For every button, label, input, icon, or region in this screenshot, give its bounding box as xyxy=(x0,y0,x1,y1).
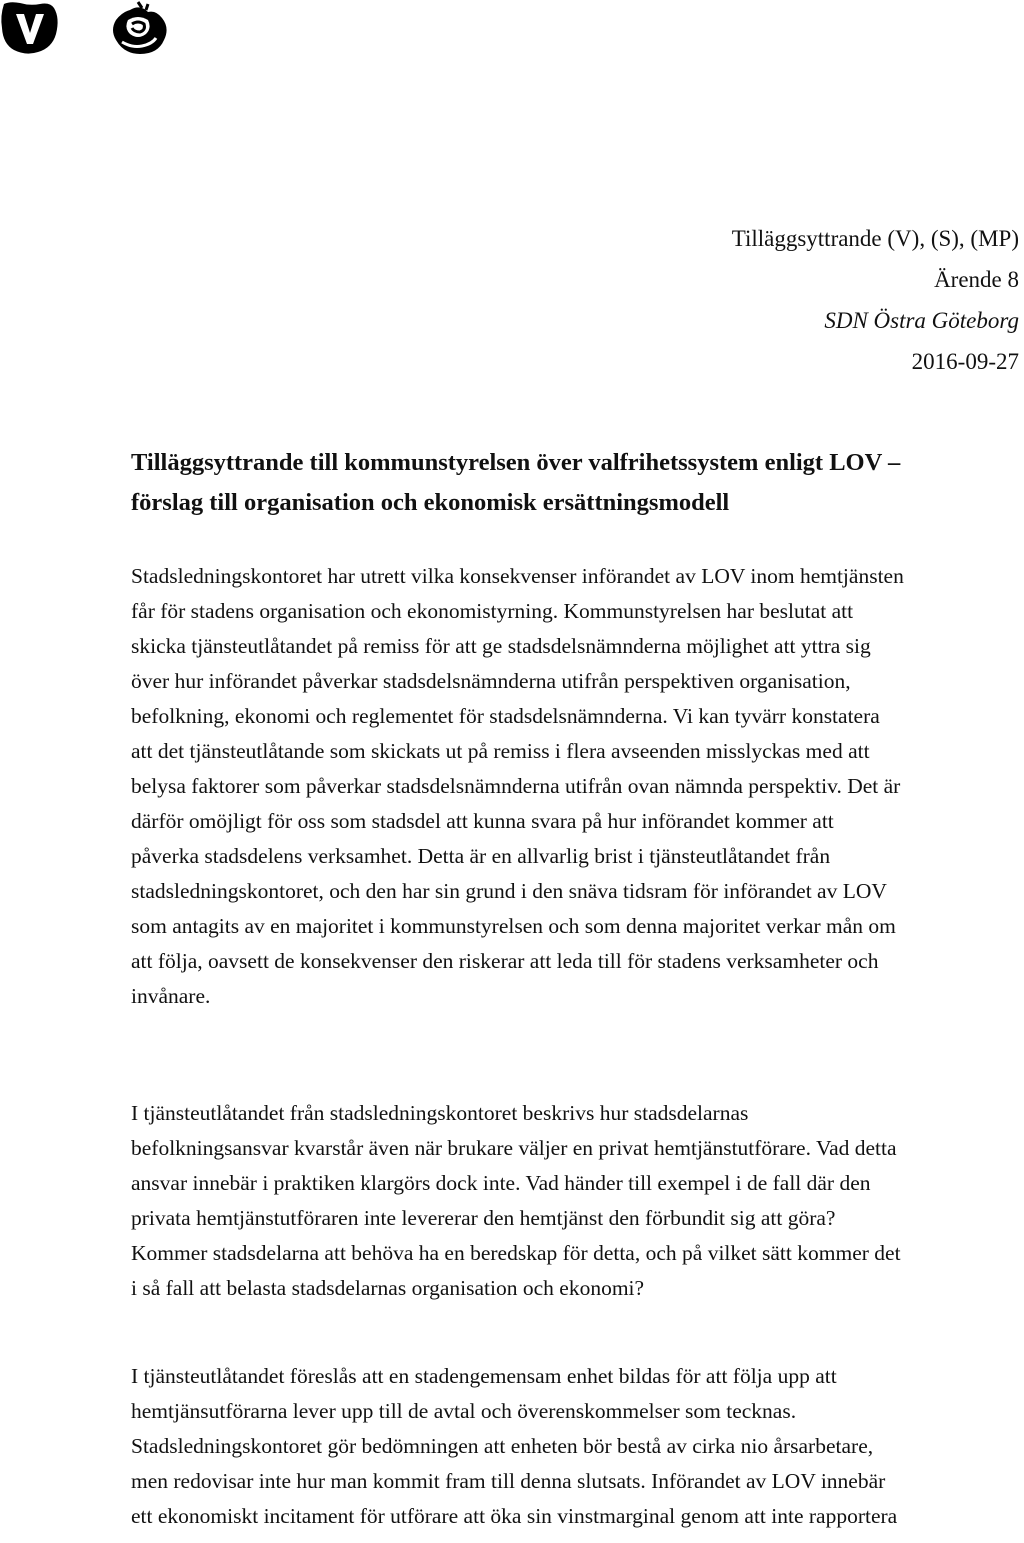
document-title xyxy=(131,443,1011,523)
text-line: som antagits av en majoritet i kommunstyrelsen och som denna majoritet verkar mån om xyxy=(131,914,896,938)
document-type: Tilläggsyttrande (V), (S), (MP) xyxy=(731,226,1019,251)
text-line: får för stadens organisation och ekonomistyrning. Kommunstyrelsen har beslutat att xyxy=(131,599,854,623)
text-line: Stadsledningskontoret har utrett vilka konsekvenser införandet av LOV inom hemtjänsten xyxy=(131,564,904,588)
party-logos xyxy=(0,0,200,56)
socialdemokraterna-rose-logo-icon xyxy=(108,0,172,58)
text-line: hemtjänsutförarna lever upp till de avtal och överenskommelser som tecknas. xyxy=(131,1399,797,1423)
paragraph-2 xyxy=(131,1096,1021,1306)
text-line: ansvar innebär i praktiken klargörs dock inte. Vad händer till exempel i de fall där den xyxy=(131,1171,871,1195)
text-line: påverka stadsdelens verksamhet. Detta är en allvarlig brist i tjänsteutlåtandet från xyxy=(131,844,831,868)
text-line: I tjänsteutlåtandet föreslås att en stadengemensam enhet bildas för att följa upp att xyxy=(131,1364,837,1388)
text-line: men redovisar inte hur man kommit fram till denna slutsats. Införandet av LOV innebär xyxy=(131,1469,886,1493)
agenda-item: Ärende 8 xyxy=(934,267,1019,292)
text-line: därför omöjligt för oss som stadsdel att kunna svara på hur införandet kommer att xyxy=(131,809,834,833)
text-line: ett ekonomiskt incitament för utförare att öka sin vinstmarginal genom att inte rapportera xyxy=(131,1504,898,1528)
title-line: Tilläggsyttrande till kommunstyrelsen över valfrihetssystem enligt LOV – xyxy=(131,449,901,476)
text-line: befolkning, ekonomi och reglementet för stadsdelsnämnderna. Vi kan tyvärr konstatera xyxy=(131,704,880,728)
text-line: över hur införandet påverkar stadsdelsnämnderna utifrån perspektiven organisation, xyxy=(131,669,851,693)
vansterpartiet-logo-icon xyxy=(0,0,60,56)
text-line: belysa faktorer som påverkar stadsdelsnämnderna utifrån ovan nämnda perspektiv. Det är xyxy=(131,774,901,798)
paragraph-3 xyxy=(131,1359,1021,1534)
document-date: 2016-09-27 xyxy=(911,349,1019,374)
text-line: invånare. xyxy=(131,984,211,1008)
paragraph-1 xyxy=(131,559,1021,1014)
text-line: att följa, oavsett de konsekvenser den riskerar att leda till för stadens verksamheter och xyxy=(131,949,879,973)
document-header xyxy=(732,218,1019,382)
text-line: privata hemtjänstutföraren inte levererar den hemtjänst den förbundit sig att göra? xyxy=(131,1206,836,1230)
text-line: i så fall att belasta stadsdelarnas organisation och ekonomi? xyxy=(131,1276,645,1300)
text-line: att det tjänsteutlåtande som skickats ut på remiss i flera avseenden misslyckas med att xyxy=(131,739,870,763)
text-line: stadsledningskontoret, och den har sin grund i den snäva tidsram för införandet av LOV xyxy=(131,879,887,903)
title-line: förslag till organisation och ekonomisk ersättningsmodell xyxy=(131,489,730,516)
text-line: befolkningsansvar kvarstår även när brukare väljer en privat hemtjänstutförare. Vad detta xyxy=(131,1136,897,1160)
text-line: I tjänsteutlåtandet från stadsledningskontoret beskrivs hur stadsdelarnas xyxy=(131,1101,749,1125)
text-line: Kommer stadsdelarna att behöva ha en beredskap för detta, och på vilket sätt kommer det xyxy=(131,1241,901,1265)
text-line: Stadsledningskontoret gör bedömningen att enheten bör bestå av cirka nio årsarbetare, xyxy=(131,1434,874,1458)
organization: SDN Östra Göteborg xyxy=(824,308,1019,333)
text-line: skicka tjänsteutlåtandet på remiss för att ge stadsdelsnämnderna möjlighet att yttra sig xyxy=(131,634,871,658)
